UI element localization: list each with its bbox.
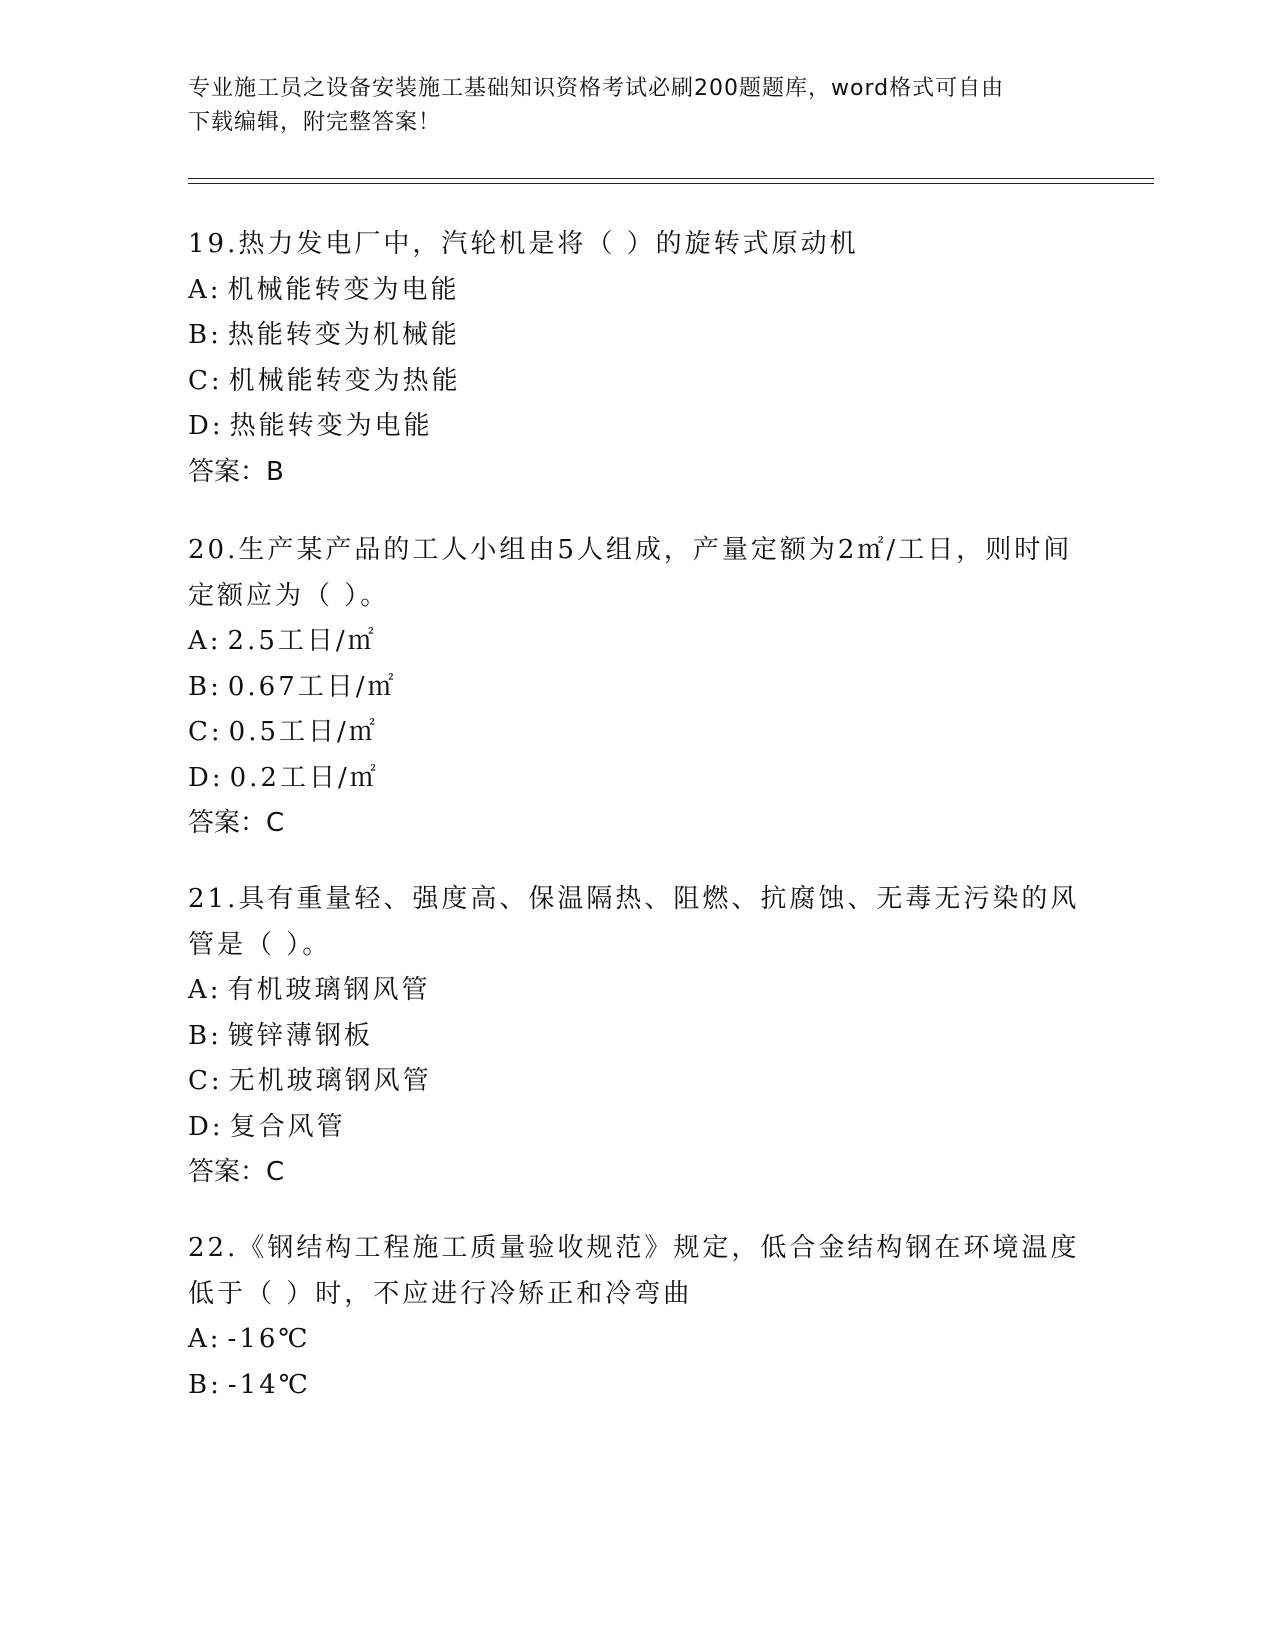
option-letter: D: (188, 1111, 224, 1142)
question-stem-line: 管是（ ）。 (188, 929, 332, 960)
option-a (188, 268, 1088, 314)
option-text: 镀锌薄钢板 (227, 1020, 373, 1051)
option-c (188, 710, 1088, 756)
answer-line: 答案：C (188, 808, 285, 838)
option-letter: B: (188, 1369, 222, 1400)
answer-line: 答案：B (188, 456, 284, 487)
option-text: 0.5工日/㎡ (228, 717, 378, 747)
question-19 (188, 222, 1088, 495)
question-stem (188, 877, 1088, 968)
option-text: 复合风管 (229, 1111, 346, 1142)
option-text: 无机玻璃钢风管 (228, 1066, 432, 1096)
option-letter: B: (188, 1020, 222, 1051)
option-b (188, 1363, 1088, 1409)
question-stem (188, 222, 1088, 268)
question-stem-line: 低于（ ）时，不应进行冷矫正和冷弯曲 (188, 1278, 693, 1309)
option-c (188, 359, 1088, 405)
option-a (188, 968, 1088, 1014)
question-stem-line: 20.生产某产品的工人小组由5人组成，产量定额为2㎡/工日，则时间 (188, 535, 1073, 565)
header-line-1: 专业施工员之设备安装施工基础知识资格考试必刷200题题库，word格式可自由 (188, 76, 1005, 101)
option-b (188, 665, 1088, 711)
option-d (188, 1105, 1088, 1151)
question-20 (188, 528, 1088, 847)
option-text: 机械能转变为电能 (227, 274, 460, 305)
option-a (188, 619, 1088, 665)
question-stem-line: 定额应为（ ）。 (188, 580, 390, 611)
answer-line: 答案：C (188, 1157, 285, 1187)
option-a (188, 1317, 1088, 1363)
question-stem (188, 528, 1088, 619)
option-text: -14℃ (227, 1369, 311, 1400)
option-text: 机械能转变为热能 (228, 365, 461, 396)
option-text: 0.2工日/㎡ (229, 762, 379, 793)
header-line-2: 下载编辑，附完整答案！ (188, 110, 442, 135)
option-letter: A: (188, 1324, 222, 1354)
option-text: -16℃ (227, 1324, 311, 1354)
document-header (188, 72, 1068, 140)
option-letter: A: (188, 274, 222, 305)
option-text: 热能转变为机械能 (227, 320, 460, 350)
option-letter: D: (188, 411, 224, 441)
option-letter: B: (188, 320, 222, 350)
header-divider-bottom (188, 183, 1154, 184)
question-22 (188, 1226, 1088, 1408)
question-21 (188, 877, 1088, 1196)
question-stem-line: 21.具有重量轻、强度高、保温隔热、阻燃、抗腐蚀、无毒无污染的风 (188, 884, 1080, 914)
option-letter: D: (188, 762, 224, 793)
option-letter: A: (188, 975, 222, 1005)
option-letter: B: (188, 671, 222, 702)
option-letter: A: (188, 626, 222, 656)
option-c (188, 1059, 1088, 1105)
question-stem-line: 19.热力发电厂中，汽轮机是将（ ）的旋转式原动机 (188, 229, 859, 259)
option-d (188, 756, 1088, 802)
option-letter: C: (188, 365, 223, 396)
option-text: 有机玻璃钢风管 (227, 975, 431, 1005)
option-letter: C: (188, 717, 223, 747)
option-b (188, 313, 1088, 359)
header-divider-top (188, 178, 1154, 179)
option-b (188, 1014, 1088, 1060)
option-text: 热能转变为电能 (229, 411, 433, 441)
option-letter: C: (188, 1066, 223, 1096)
question-stem (188, 1226, 1088, 1317)
option-d (188, 404, 1088, 450)
option-text: 2.5工日/㎡ (227, 626, 377, 656)
option-text: 0.67工日/㎡ (227, 671, 397, 702)
question-stem-line: 22.《钢结构工程施工质量验收规范》规定，低合金结构钢在环境温度 (188, 1233, 1080, 1263)
